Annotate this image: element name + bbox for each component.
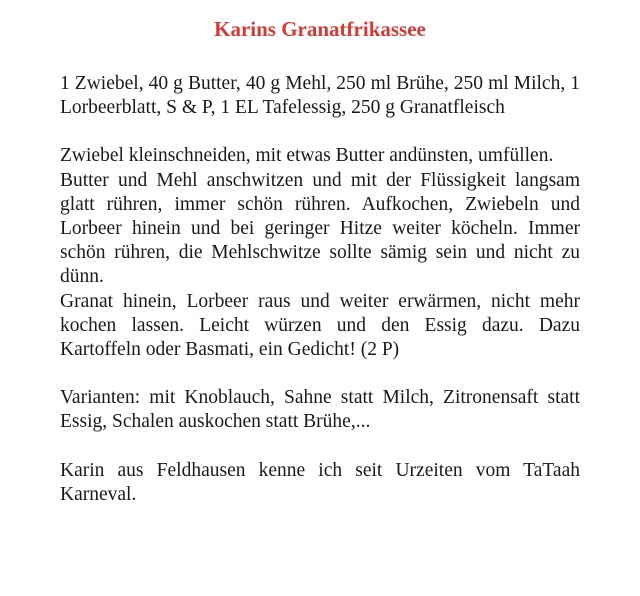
instructions bbox=[60, 144, 580, 362]
recipe-title: Karins Granatfrikassee bbox=[214, 17, 426, 41]
step-3: Granat hinein, Lorbeer raus und weiter erwärmen, nicht mehr kochen lassen. Leicht würzen und den Essig dazu. Dazu Kartoffeln oder Basmati, ein Gedicht! (2 P) bbox=[60, 290, 580, 361]
step-2: Butter und Mehl anschwitzen und mit der Flüssigkeit langsam glatt rühren, immer schön rühren. Aufkochen, Zwiebeln und Lorbeer hinein und bei geringer Hitze weiter köcheln. Immer schön rühren, die Mehlschwitze sollte sämig sein und nicht zu dünn. bbox=[60, 169, 580, 288]
spacer bbox=[60, 362, 580, 386]
spacer bbox=[60, 435, 580, 459]
variants-text: Varianten: mit Knoblauch, Sahne statt Milch, Zitronensaft statt Essig, Schalen auskochen statt Brühe,... bbox=[60, 387, 580, 433]
author-note: Karin aus Feldhausen kenne ich seit Urzeiten vom TaTaah Karneval. bbox=[60, 459, 580, 505]
ingredients-text: 1 Zwiebel, 40 g Butter, 40 g Mehl, 250 ml Brühe, 250 ml Milch, 1 Lorbeerblatt, S & P, 1 EL Tafelessig, 250 g Granatfleisch bbox=[60, 73, 580, 119]
spacer bbox=[60, 120, 580, 144]
step-1: Zwiebel kleinschneiden, mit etwas Butter andünsten, umfüllen. bbox=[60, 145, 554, 167]
